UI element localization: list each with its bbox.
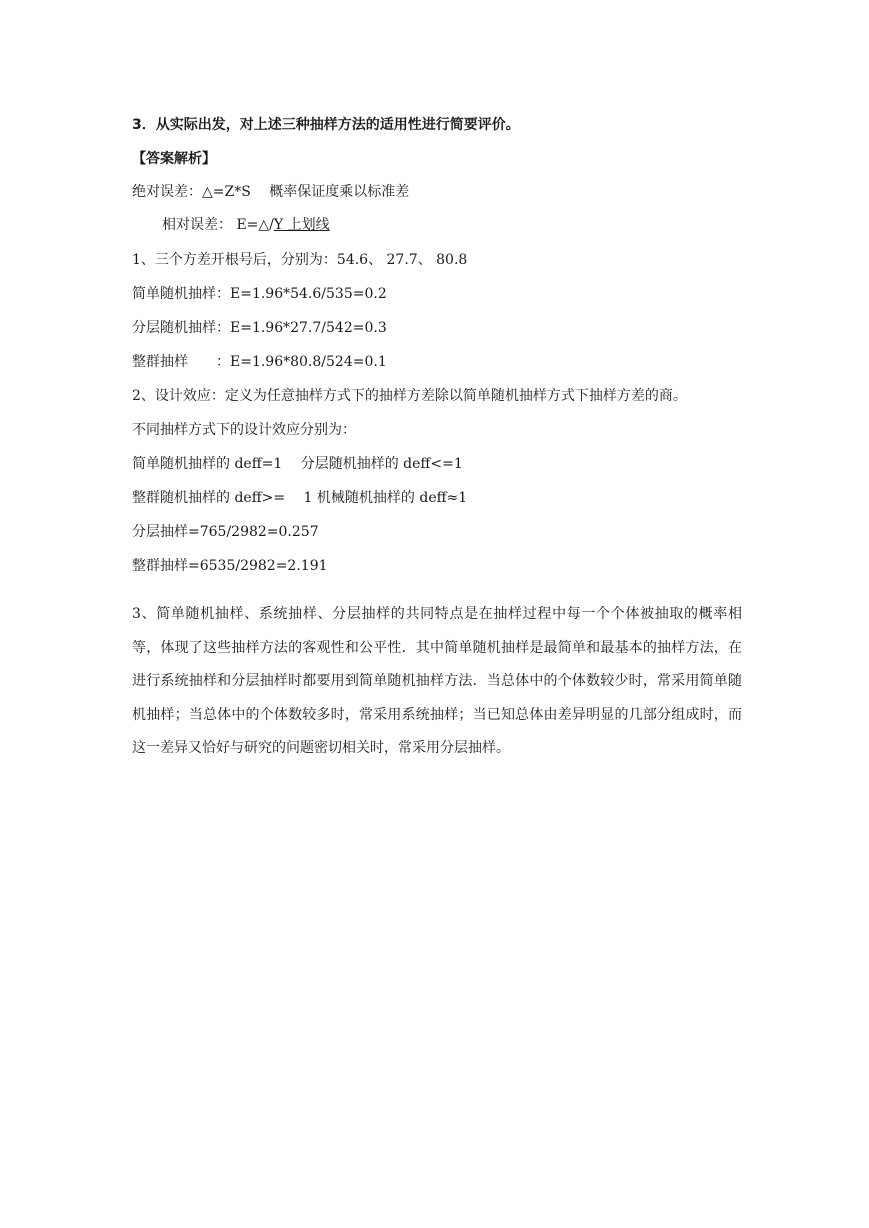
- question-heading: 3．从实际出发，对上述三种抽样方法的适用性进行简要评价。: [132, 117, 520, 133]
- item2-intro: 不同抽样方式下的设计效应分别为：: [132, 422, 356, 438]
- item1-intro: 1、三个方差开根号后，分别为：54.6、 27.7、 80.8: [132, 252, 468, 268]
- item1-stratified-random: 分层随机抽样：E=1.96*27.7/542=0.3: [132, 320, 387, 336]
- relative-error-line: [162, 215, 330, 235]
- item2-cluster-result: 整群抽样=6535/2982=2.191: [132, 558, 328, 574]
- item3-paragraph: 3、简单随机抽样、系统抽样、分层抽样的共同特点是在抽样过程中每一个个体被抽取的概率相等，体现了这些抽样方法的客观性和公平性．其中简单随机抽样是最简单和最基本的抽样方法，在进行系统抽样和分层抽样时都要用到简单随机抽样方法．当总体中的个体数较少时，常采用简单随机抽样；当总体中的个体数较多时，常采用系统抽样；当已知总体由差异明显的几部分组成时，而这一差异又恰好与研究的问题密切相关时，常采用分层抽样。: [132, 606, 742, 756]
- item1-cluster: 整群抽样 ：E=1.96*80.8/524=0.1: [132, 354, 387, 370]
- answer-title: 【答案解析】: [132, 151, 216, 167]
- item2-deff-line2: 整群随机抽样的 deff>= 1 机械随机抽样的 deff≈1: [132, 490, 468, 506]
- relative-error-prefix: 相对误差： E=△/: [162, 217, 274, 233]
- relative-error-underlined: Y 上划线: [273, 217, 330, 233]
- item2-stratified-result: 分层抽样=765/2982=0.257: [132, 524, 319, 540]
- item2-deff-line1: 简单随机抽样的 deff=1 分层随机抽样的 deff<=1: [132, 456, 463, 472]
- item2-definition: 2、设计效应：定义为任意抽样方式下的抽样方差除以简单随机抽样方式下抽样方差的商。: [132, 388, 687, 404]
- item1-simple-random: 简单随机抽样：E=1.96*54.6/535=0.2: [132, 286, 387, 302]
- absolute-error-line: 绝对误差：△=Z*S 概率保证度乘以标准差: [132, 184, 410, 200]
